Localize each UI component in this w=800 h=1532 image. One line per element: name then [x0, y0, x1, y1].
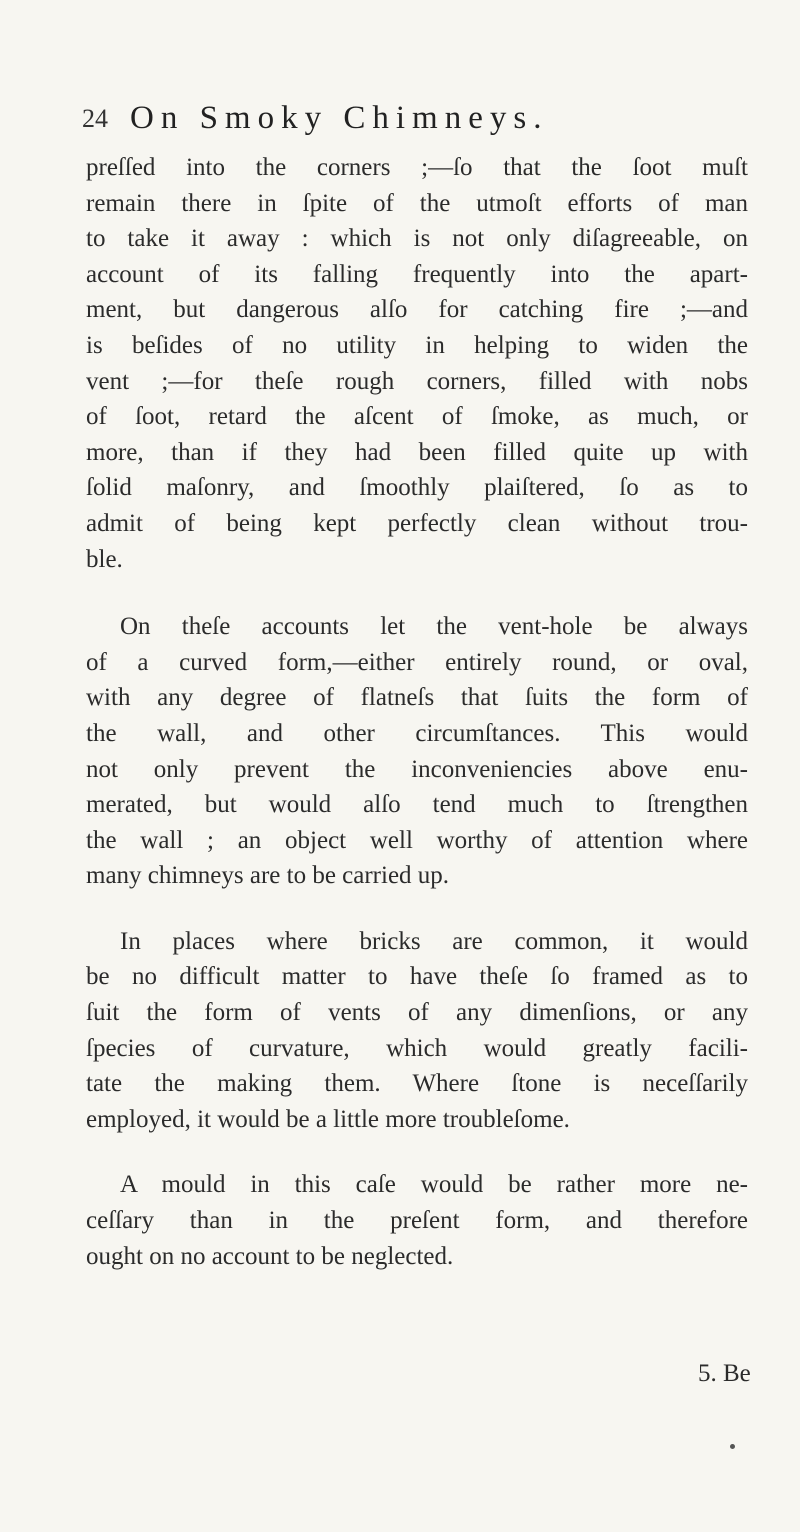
text-line: not only prevent the inconveniencies above enu-	[86, 755, 748, 783]
page-number: 24	[82, 104, 108, 133]
text-line: ſuit the form of vents of any dimenſions, or any	[86, 999, 748, 1027]
text-line: with any degree of flatneſs that ſuits the form of	[86, 684, 748, 712]
text-line: A mould in this caſe would be rather more ne-	[120, 1171, 748, 1199]
text-line: On theſe accounts let the vent-hole be always	[120, 613, 748, 641]
text-line: of a curved form,—either entirely round, or oval,	[86, 648, 748, 676]
text-line: more, than if they had been filled quite up with	[86, 438, 748, 466]
text-line: preſſed into the corners ;—ſo that the ſoot muſt	[86, 154, 748, 181]
text-line: merated, but would alſo tend much to ſtrengthen	[86, 791, 748, 819]
catchword: 5. Be	[698, 1360, 751, 1387]
paragraph-3	[86, 924, 748, 1138]
text-line: ſpecies of curvature, which would greatly facili-	[86, 1034, 748, 1062]
body-text	[86, 150, 748, 1274]
ink-speck	[730, 1444, 735, 1449]
text-line: many chimneys are to be carried up.	[86, 862, 450, 890]
text-line: vent ;—for theſe rough corners, filled with nobs	[86, 367, 748, 395]
text-line: remain there in ſpite of the utmoſt efforts of man	[86, 189, 748, 217]
text-line: ſolid maſonry, and ſmoothly plaiſtered, ſo as to	[86, 474, 748, 502]
text-line: ceſſary than in the preſent form, and therefore	[86, 1207, 748, 1235]
paragraph-1	[86, 150, 748, 577]
text-line: is beſides of no utility in helping to widen the	[86, 331, 748, 359]
text-line: admit of being kept perfectly clean without trou-	[86, 509, 748, 537]
text-line: of ſoot, retard the aſcent of ſmoke, as much, or	[86, 403, 748, 431]
text-line: the wall ; an object well worthy of attention where	[86, 826, 748, 854]
text-line: employed, it would be a little more troubleſome.	[86, 1105, 570, 1133]
text-line: tate the making them. Where ſtone is neceſſarily	[86, 1070, 748, 1098]
text-line: to take it away : which is not only diſagreeable, on	[86, 225, 748, 253]
paragraph-4	[86, 1167, 748, 1274]
running-head	[82, 100, 762, 144]
text-line: In places where bricks are common, it would	[120, 927, 748, 955]
text-line: be no difficult matter to have theſe ſo framed as to	[86, 963, 748, 991]
running-title: On Smoky Chimneys.	[130, 100, 549, 136]
text-line: the wall, and other circumſtances. This would	[86, 719, 748, 747]
paragraph-2	[86, 609, 748, 894]
text-line: account of its falling frequently into the apart-	[86, 260, 748, 288]
text-line: ought on no account to be neglected.	[86, 1242, 454, 1270]
text-line: ble.	[86, 545, 123, 573]
text-line: ment, but dangerous alſo for catching fire ;—and	[86, 296, 748, 324]
